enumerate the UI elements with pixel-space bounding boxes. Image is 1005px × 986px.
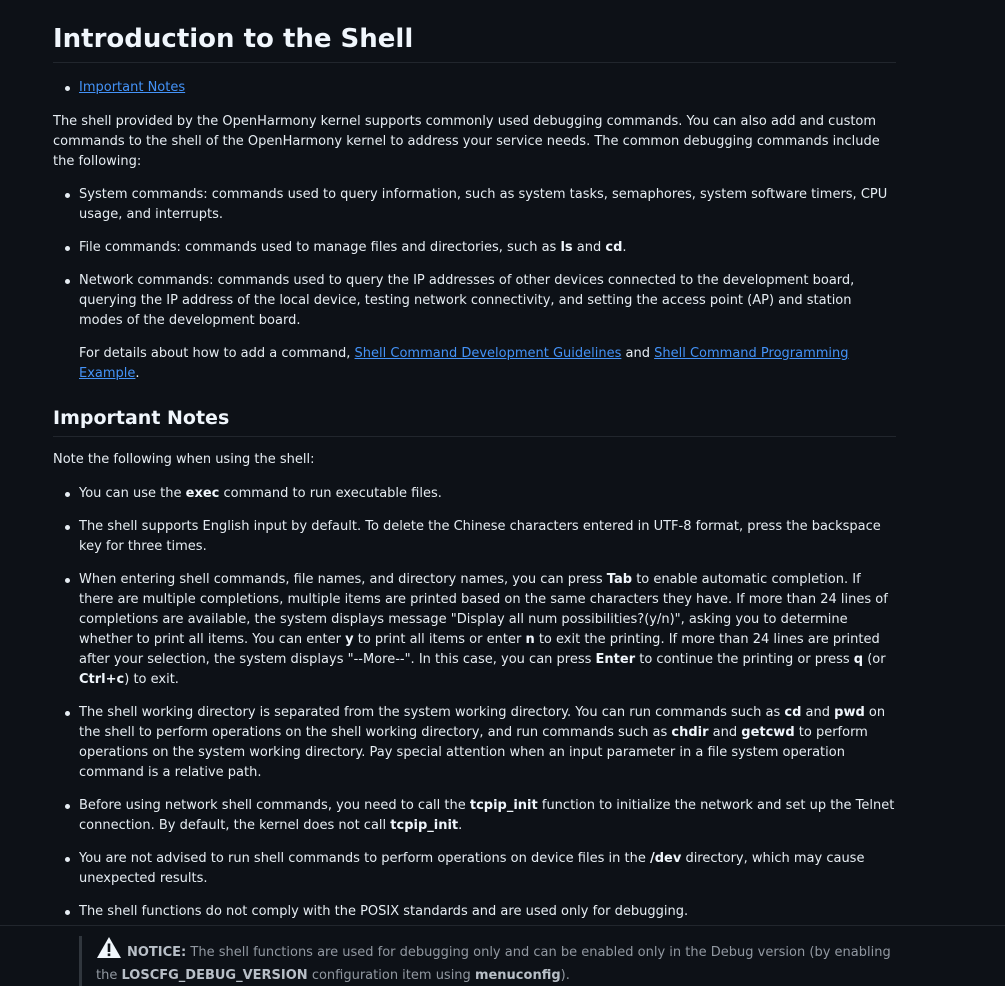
command-types-list — [53, 185, 896, 384]
code-exec: exec — [185, 486, 220, 501]
document-page — [53, 0, 896, 986]
section-heading-important-notes: Important Notes — [53, 405, 896, 437]
notice-block — [79, 936, 896, 986]
list-item-system-commands: System commands: commands used to query information, such as system tasks, semaphores, system software timers, CPU usage, and interrupts. — [79, 185, 896, 225]
text-span: (or — [863, 652, 886, 667]
text-span: ) to exit. — [124, 672, 179, 687]
note-posix: The shell functions do not comply with the POSIX standards and are used only for debugging. — [79, 902, 896, 922]
notes-intro-paragraph: Note the following when using the shell: — [53, 452, 315, 467]
text-span: . — [135, 366, 140, 381]
key-n: n — [525, 632, 535, 647]
code-chdir: chdir — [671, 725, 709, 740]
page-title: Introduction to the Shell — [53, 0, 896, 63]
toc-link-important-notes[interactable]: Important Notes — [79, 80, 186, 95]
text-span: and — [801, 705, 835, 720]
warning-icon — [96, 936, 122, 966]
text-span: Before using network shell commands, you need to call the — [79, 798, 470, 813]
text-span: to exit the printing. If more than 24 lines are printed after your selection, the system displays "--More--". In this case, you can press — [79, 632, 880, 667]
link-shell-command-programming-example[interactable]: Shell Command Programming Example — [79, 346, 849, 381]
text-span: When entering shell commands, file names, and directory names, you can press — [79, 572, 607, 587]
text-span: You can use the — [79, 486, 186, 501]
text-span: configuration item using — [307, 968, 475, 983]
text-span: File commands: commands used to manage files and directories, such as — [79, 240, 561, 255]
code-cd: cd — [605, 240, 623, 255]
note-english-input: The shell supports English input by default. To delete the Chinese characters entered in UTF-8 format, press the backspace key for three times. — [79, 517, 896, 557]
bottom-divider — [0, 925, 1005, 926]
intro-paragraph: The shell provided by the OpenHarmony kernel supports commonly used debugging commands. You can also add and custom commands to the shell of the OpenHarmony kernel to address your service needs. The common debugging commands include the following: — [53, 114, 880, 169]
details-paragraph — [79, 344, 896, 384]
table-of-contents — [53, 78, 896, 98]
text-span: directory, which may cause unexpected results. — [79, 851, 865, 886]
important-notes-list — [53, 484, 896, 922]
text-span: to print all items or enter — [353, 632, 526, 647]
text-span: and — [708, 725, 742, 740]
text-span: to enable automatic completion. If there are multiple completions, multiple items are printed based on the same characters they have. If more than 24 lines of completions are available, the system displays message "Display all num possibilities?(y/n)", asking you to determine whether to print all items. You can enter — [79, 572, 888, 647]
note-working-directory — [79, 703, 896, 783]
text-span: The shell functions are used for debugging only and can be enabled only in the Debug version (by enabling the — [96, 945, 891, 983]
list-item-network-commands — [79, 271, 896, 384]
text-span: on the shell to perform operations on the shell working directory, and run commands such as — [79, 705, 886, 740]
text-span: to perform operations on the system working directory. Pay special attention when an input parameter in a file system operation command is a relative path. — [79, 725, 868, 780]
code-ls: ls — [560, 240, 573, 255]
text-span: command to run executable files. — [219, 486, 442, 501]
text-span: You are not advised to run shell commands to perform operations on device files in the — [79, 851, 650, 866]
notice-label: NOTICE: — [127, 945, 187, 960]
text-span: and — [572, 240, 606, 255]
toc-item — [79, 78, 896, 98]
list-item-file-commands — [79, 238, 896, 258]
key-y: y — [345, 632, 354, 647]
text-span: For details about how to add a command, — [79, 346, 355, 361]
network-commands-text: Network commands: commands used to query the IP addresses of other devices connected to the development board, querying the IP address of the local device, testing network connectivity, and setting the access point (AP) and station modes of the development board. — [79, 273, 855, 328]
note-exec — [79, 484, 896, 504]
code-loscfg-debug-version: LOSCFG_DEBUG_VERSION — [121, 968, 308, 983]
note-tab-completion — [79, 570, 896, 690]
key-q: q — [853, 652, 864, 667]
text-span: function to initialize the network and set up the Telnet connection. By default, the kernel does not call — [79, 798, 895, 833]
code-pwd: pwd — [834, 705, 865, 720]
text-span: . — [458, 818, 463, 833]
code-dev: /dev — [649, 851, 682, 866]
text-span: ). — [560, 968, 570, 983]
text-span: and — [621, 346, 655, 361]
text-span: The shell working directory is separated from the system working directory. You can run commands such as — [79, 705, 785, 720]
note-tcpip-init — [79, 796, 896, 836]
key-tab: Tab — [606, 572, 633, 587]
key-ctrl-c: Ctrl+c — [79, 672, 125, 687]
code-tcpip-init: tcpip_init — [469, 798, 538, 813]
code-menuconfig: menuconfig — [474, 968, 561, 983]
note-dev-directory — [79, 849, 896, 889]
key-enter: Enter — [595, 652, 636, 667]
code-cd: cd — [784, 705, 802, 720]
link-shell-command-development-guidelines[interactable]: Shell Command Development Guidelines — [354, 346, 622, 361]
code-getcwd: getcwd — [741, 725, 795, 740]
text-span: to continue the printing or press — [635, 652, 854, 667]
code-tcpip-init: tcpip_init — [390, 818, 459, 833]
text-span: . — [622, 240, 627, 255]
